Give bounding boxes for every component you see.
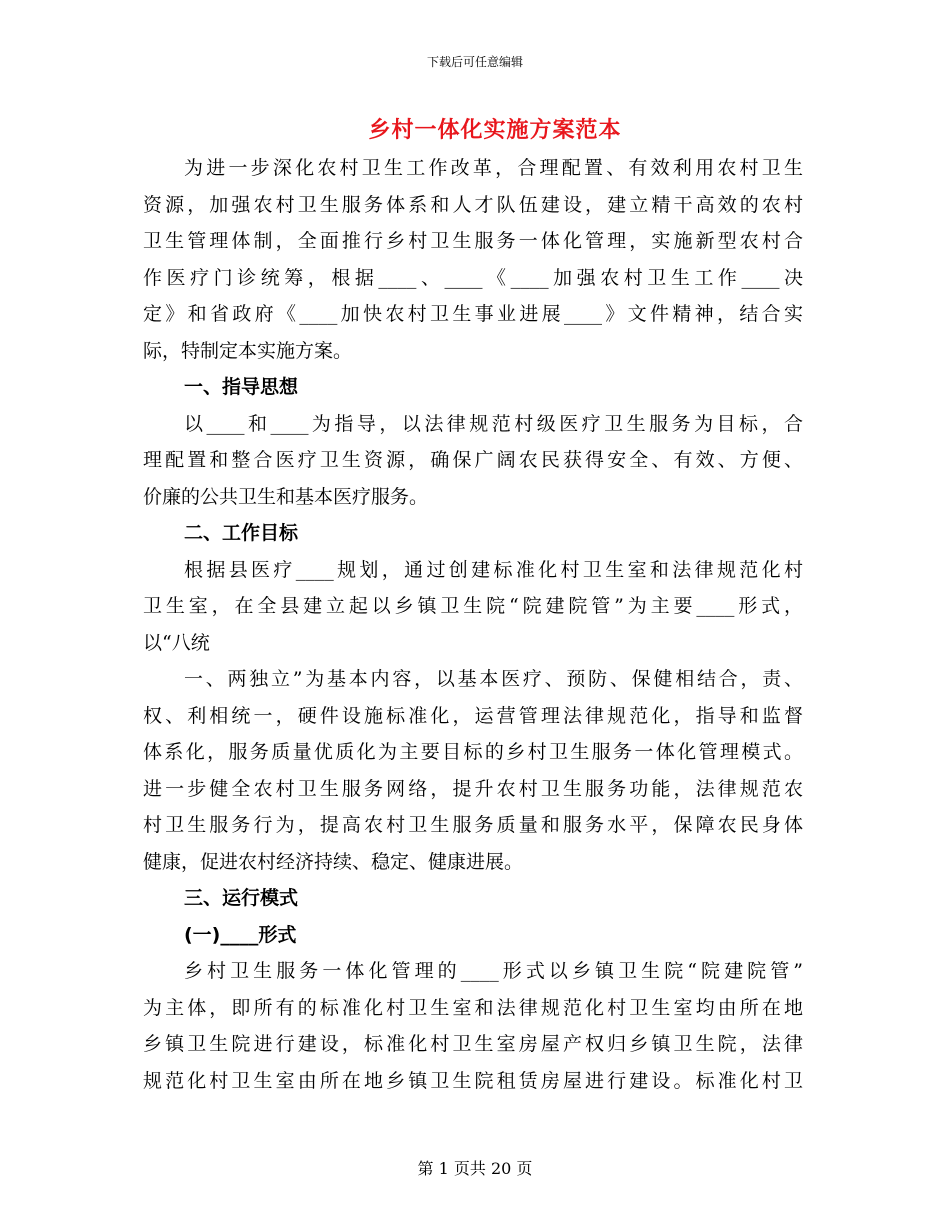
section2b-line: 健康，促进农村经济持续、稳定、健康进展。 <box>143 850 524 873</box>
section2b-line: 权、利相统一，硬件设施标准化，运营管理法律规范化，指导和监督 <box>143 704 803 727</box>
section1-line: 以____和____为指导，以法律规范村级医疗卫生服务为目标，合 <box>184 412 803 435</box>
intro-line: 作医疗门诊统筹，根据____、____《____加强农村卫生工作____决 <box>143 266 803 289</box>
document-body <box>143 150 803 1099</box>
section-heading-work-goals: 二、工作目标 <box>184 522 299 544</box>
header-note: 下载后可任意编辑 <box>426 55 523 69</box>
section2b-line: 村卫生服务行为，提高农村卫生服务质量和服务水平，保障农民身体 <box>143 814 803 836</box>
section1-line: 理配置和整合医疗卫生资源，确保广阔农民获得安全、有效、方便、 <box>143 449 803 471</box>
section3-line: 乡镇卫生院进行建设，标准化村卫生室房屋产权归乡镇卫生院，法律 <box>143 1033 803 1055</box>
section2-line: 以“八统 <box>143 631 210 654</box>
section3-line: 规范化村卫生室由所在地乡镇卫生院租赁房屋进行建设。标准化村卫 <box>143 1069 803 1092</box>
subsection-heading-form: (一)____形式 <box>184 923 297 946</box>
section3-line: 为主体，即所有的标准化村卫生室和法律规范化村卫生室均由所在地 <box>143 996 803 1019</box>
intro-line: 定》和省政府《____加快农村卫生事业进展____》文件精神，结合实 <box>143 303 803 325</box>
section2b-line: 进一步健全农村卫生服务网络，提升农村卫生服务功能，法律规范农 <box>143 777 803 800</box>
intro-line: 际，特制定本实施方案。 <box>143 339 353 362</box>
section3-line: 乡村卫生服务一体化管理的____形式以乡镇卫生院“院建院管” <box>184 960 803 982</box>
section-heading-operation-mode: 三、运行模式 <box>184 887 299 909</box>
intro-line: 资源，加强农村卫生服务体系和人才队伍建设，建立精干高效的农村 <box>143 193 803 216</box>
section2-line: 根据县医疗____规划，通过创建标准化村卫生室和法律规范化村 <box>184 558 803 581</box>
section2b-line: 体系化，服务质量优质化为主要目标的乡村卫生服务一体化管理模式。 <box>143 741 803 763</box>
intro-line: 为进一步深化农村卫生工作改革，合理配置、有效利用农村卫生 <box>184 157 803 179</box>
section2b-line: 一、两独立”为基本内容，以基本医疗、预防、保健相结合，责、 <box>184 668 803 690</box>
section1-line: 价廉的公共卫生和基本医疗服务。 <box>143 485 429 508</box>
section-heading-guiding-ideology: 一、指导思想 <box>184 376 299 398</box>
intro-line: 卫生管理体制，全面推行乡村卫生服务一体化管理，实施新型农村合 <box>143 230 803 252</box>
section2-line: 卫生室，在全县建立起以乡镇卫生院“院建院管”为主要____形式， <box>143 595 803 617</box>
document-title: 乡村一体化实施方案范本 <box>368 118 622 143</box>
page-number-footer: 第 1 页共 20 页 <box>417 1159 533 1178</box>
